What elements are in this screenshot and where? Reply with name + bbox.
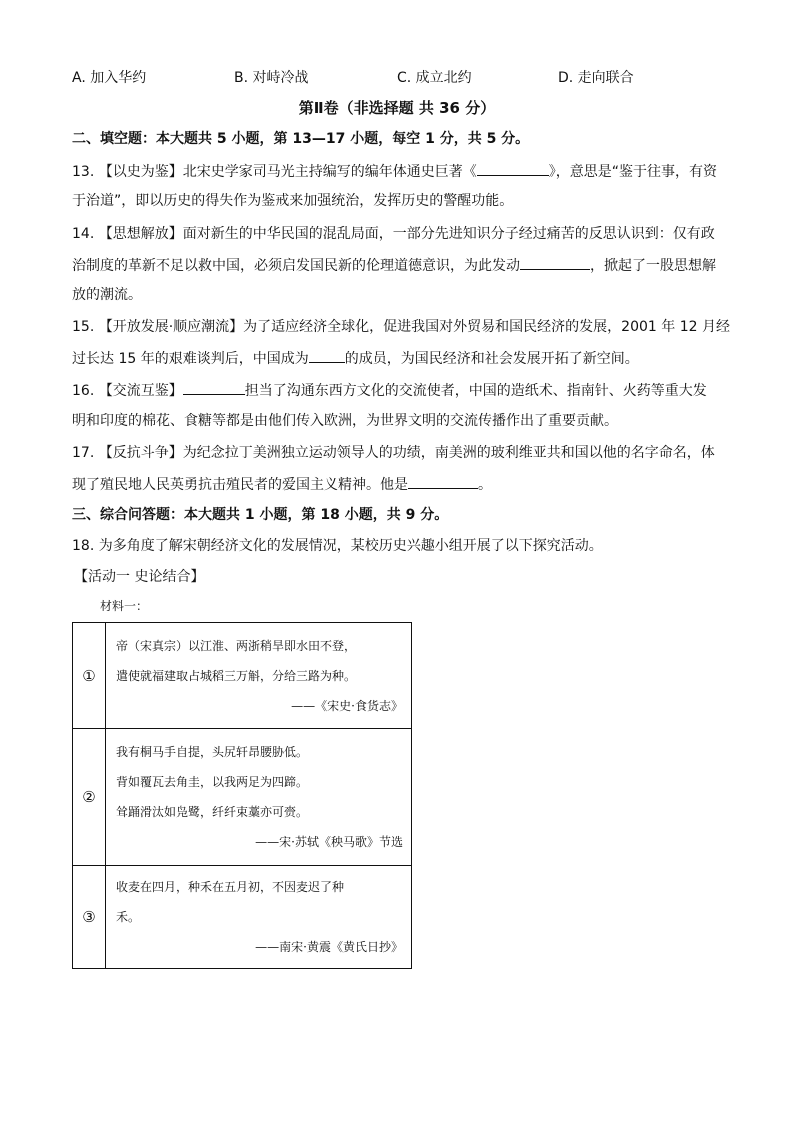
q14-line2 [72, 255, 722, 276]
q16-blank [183, 380, 245, 395]
q13-text-a: 13. 【以史为鉴】北宋史学家司马光主持编写的编年体通史巨著《 [72, 164, 477, 180]
material-line: 我有桐马手自提，头尻轩昂腰胁低。 [116, 745, 309, 759]
q16-line1 [72, 380, 722, 401]
part3-heading: 三、综合问答题：本大题共 1 小题，第 18 小题，共 9 分。 [72, 507, 449, 523]
q17-line1: 17. 【反抗斗争】为纪念拉丁美洲独立运动领导人的功绩，南美洲的玻利维亚共和国以他的名字命名，体 [72, 445, 715, 461]
material-text [106, 623, 412, 729]
q18-line: 18. 为多角度了解宋朝经济文化的发展情况，某校历史兴趣小组开展了以下探究活动。 [72, 538, 603, 554]
material-text [106, 729, 412, 866]
q14-text-b: ，掀起了一股思想解 [590, 258, 716, 274]
option-b: B. 对峙冷战 [234, 70, 309, 86]
material-num: ② [73, 729, 106, 866]
material-num: ③ [73, 866, 106, 969]
q15-blank [309, 348, 345, 363]
material-line: 禾。 [116, 910, 141, 924]
material-text [106, 866, 412, 969]
q15-line2 [72, 348, 722, 369]
q14-line1: 14. 【思想解放】面对新生的中华民国的混乱局面，一部分先进知识分子经过痛苦的反思认识到：仅有政 [72, 226, 715, 242]
q17-text-b: 。 [478, 477, 492, 493]
material-label: 材料一： [100, 599, 149, 613]
q17-blank [408, 474, 478, 489]
q16-text-b: 担当了沟通东西方文化的交流使者，中国的造纸术、指南针、火药等重大发 [244, 383, 707, 399]
material-row [73, 729, 412, 866]
option-a: A. 加入华约 [72, 70, 147, 86]
material-line: 遣使就福建取占城稻三万斛，分给三路为种。 [116, 668, 357, 683]
material-source: ——《宋史·食货志》 [291, 698, 403, 713]
q13-text-b: 》，意思是“鉴于往事，有资 [548, 164, 717, 180]
material-line: 收麦在四月，种禾在五月初，不因麦迟了种 [116, 880, 345, 894]
material-line: 背如覆瓦去角圭，以我两足为四蹄。 [116, 775, 309, 789]
materials-table [72, 622, 412, 969]
material-row [73, 623, 412, 729]
material-num: ① [73, 623, 106, 729]
material-source: ——宋·苏轼《秧马歌》节选 [255, 835, 403, 849]
material-line: 帝（宋真宗）以江淮、两浙稍旱即水田不登， [116, 638, 357, 653]
activity1-heading: 【活动一 史论结合】 [74, 569, 205, 585]
q13-blank [477, 161, 549, 176]
q15-line1: 15. 【开放发展·顺应潮流】为了适应经济全球化，促进我国对外贸易和国民经济的发展，2001 年 12 月经 [72, 319, 730, 335]
q15-text-a: 过长达 15 年的艰难谈判后，中国成为 [72, 351, 309, 367]
material-source: ——南宋·黄震《黄氏日抄》 [255, 940, 403, 954]
option-d: D. 走向联合 [558, 70, 634, 86]
q14-blank [520, 255, 590, 270]
q17-text-a: 现了殖民地人民英勇抗击殖民者的爱国主义精神。他是 [72, 477, 408, 493]
section-title: 第Ⅱ卷（非选择题 共 36 分） [298, 99, 496, 117]
option-c: C. 成立北约 [397, 70, 472, 86]
q14-line3: 放的潮流。 [72, 287, 142, 303]
q13-line2: 于治道”，即以历史的得失作为鉴戒来加强统治，发挥历史的警醒功能。 [72, 193, 514, 209]
material-line: 耸踊滑汰如凫鹭，纤纤束藁亦可赍。 [116, 805, 309, 819]
q17-line2 [72, 474, 722, 495]
q15-text-b: 的成员，为国民经济和社会发展开拓了新空间。 [344, 351, 639, 367]
q16-text-a: 16. 【交流互鉴】 [72, 383, 183, 399]
q14-text-a: 治制度的革新不足以救中国，必须启发国民新的伦理道德意识，为此发动 [72, 258, 520, 274]
q16-line2: 明和印度的棉花、食糖等都是由他们传入欧洲，为世界文明的交流传播作出了重要贡献。 [72, 413, 618, 429]
material-row [73, 866, 412, 969]
part2-heading: 二、填空题：本大题共 5 小题，第 13—17 小题，每空 1 分，共 5 分。 [72, 131, 530, 147]
q13-line1 [72, 161, 722, 182]
